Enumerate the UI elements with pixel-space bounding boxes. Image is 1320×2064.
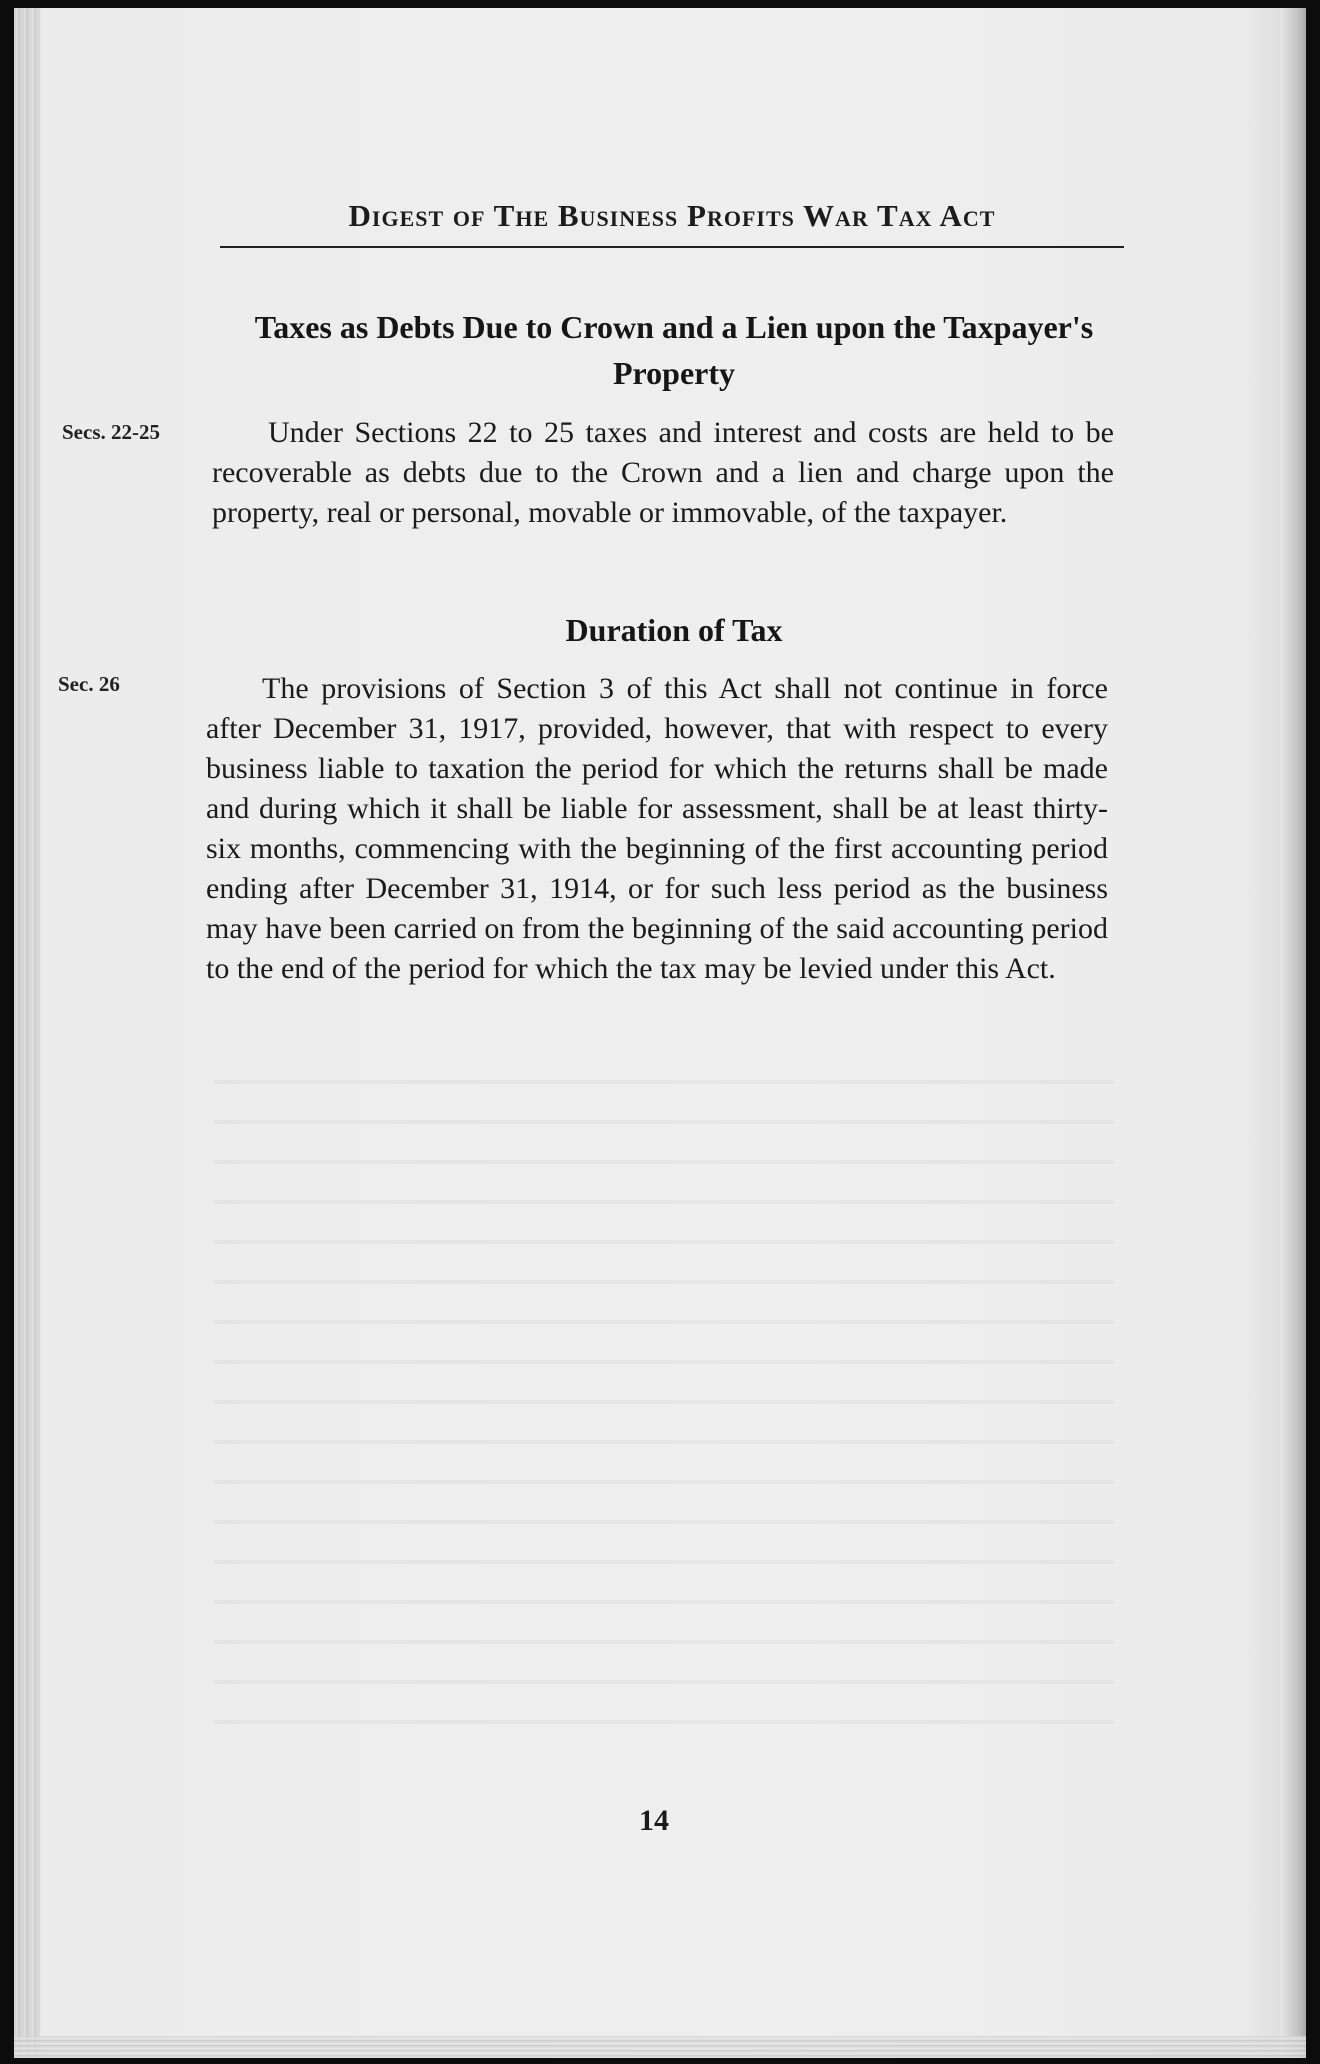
page-edge-right <box>1280 8 1306 2058</box>
running-head: Digest of The Business Profits War Tax Act <box>220 198 1124 248</box>
show-through-texture <box>214 1058 1114 1758</box>
document-page <box>14 8 1306 2058</box>
section-heading-duration: Duration of Tax <box>565 612 783 648</box>
margin-note-sec-26: Sec. 26 <box>58 672 120 696</box>
page-edge-bottom <box>14 2036 1306 2058</box>
paragraph-duration: The provisions of Section 3 of this Act shall not continue in force after December 31, 1917, provided, however, that with respect to every business liable to taxation the period for which the returns shall be made and during which it shall be liable for assessment, shall be at least thirty-six months, commencing with the beginning of the first accounting period ending after December 31, 1914, or for such less period as the business may have been carried on from the beginning of the said accounting period to the end of the period for which the tax may be levied under this Act. <box>206 672 1108 985</box>
section-heading-liens: Taxes as Debts Due to Crown and a Lien upon the Taxpayer's Property <box>254 309 1094 391</box>
margin-note-secs-22-25: Secs. 22-25 <box>62 420 160 444</box>
page-number: 14 <box>639 1804 669 1837</box>
paragraph-liens: Under Sections 22 to 25 taxes and interest and costs are held to be recoverable as debts due to the Crown and a lien and charge upon the property, real or personal, movable or immovable, of the taxpayer. <box>212 416 1114 529</box>
page-edge-left <box>14 8 40 2058</box>
